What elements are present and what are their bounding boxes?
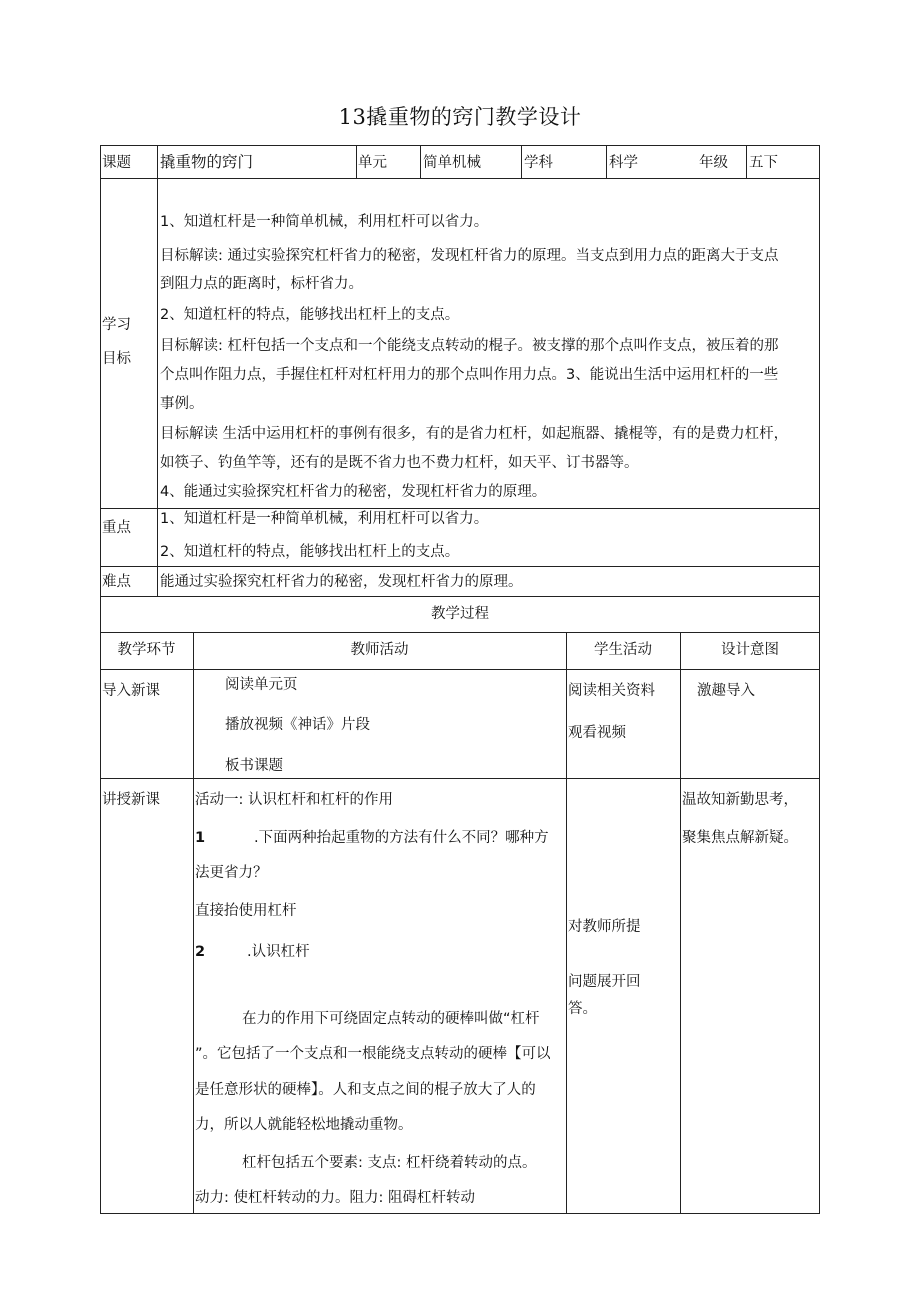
- col-divider: [157, 145, 158, 179]
- intro-teacher-line: 板书课题: [225, 758, 283, 774]
- question-1-text-cont: 法更省力？: [195, 865, 268, 881]
- lever-definition-line: 在力的作用下可绕固定点转动的硬棒叫做“杠杆: [242, 1011, 540, 1027]
- row-divider: [100, 508, 820, 509]
- col-divider: [157, 178, 158, 597]
- intro-intent: 激趣导入: [697, 683, 755, 699]
- keti-value: 撬重物的窍门: [160, 153, 254, 171]
- intro-student-line: 观看视频: [568, 725, 626, 741]
- unit-label: 单元: [358, 155, 387, 171]
- objectives-label-2: 目标: [102, 351, 131, 367]
- question-1-answer: 直接抬使用杠杆: [195, 903, 297, 919]
- lever-definition-line: 力，所以人就能轻松地撬动重物。: [195, 1117, 413, 1133]
- objective-line: 目标解读: 杠杆包括一个支点和一个能绕支点转动的棍子。被支撑的那个点叫作支点，被压着的那: [160, 338, 779, 354]
- objective-line: 个点叫作阻力点，手握住杠杆对杠杆用力的那个点叫作用力点。3、能说出生活中运用杠杆的一些: [160, 367, 779, 383]
- lesson-student-line: 问题展开回: [568, 974, 641, 990]
- column-header-stage: 教学环节: [117, 642, 176, 658]
- process-heading: 教学过程: [431, 606, 489, 622]
- col-divider: [193, 632, 194, 1214]
- col-divider: [746, 145, 747, 179]
- objectives-label-1: 学习: [102, 317, 131, 333]
- column-header-intent: 设计意图: [721, 642, 779, 658]
- row-divider: [100, 632, 820, 633]
- column-header-student: 学生活动: [594, 642, 652, 658]
- objective-line: 目标解读: 通过实验探究杠杆省力的秘密，发现杠杆省力的原理。当支点到用力点的距离大于支点: [160, 248, 779, 264]
- row-divider: [100, 596, 820, 597]
- keti-label: 课题: [102, 155, 131, 171]
- lever-definition-line: 是任意形状的硬棒】。人和支点之间的棍子放大了人的: [195, 1082, 536, 1098]
- col-divider: [606, 145, 607, 179]
- lesson-teacher-heading: 活动一: 认识杠杆和杠杆的作用: [195, 792, 393, 808]
- objective-line: 1、知道杠杆是一种简单机械，利用杠杆可以省力。: [160, 214, 489, 230]
- objective-line: 2、知道杠杆的特点，能够找出杠杆上的支点。: [160, 307, 460, 323]
- col-divider: [521, 145, 522, 179]
- col-divider: [566, 632, 567, 1214]
- key-point-line: 1、知道杠杆是一种简单机械，利用杠杆可以省力。: [160, 511, 489, 527]
- document-title: 13撬重物的窍门教学设计: [338, 105, 582, 129]
- question-1-text: .下面两种抬起重物的方法有什么不同？哪种方: [254, 830, 549, 846]
- row-divider: [100, 566, 820, 567]
- lever-definition-line: ”。它包括了一个支点和一根能绕支点转动的硬棒【可以: [195, 1046, 551, 1062]
- subject-label: 学科: [524, 155, 553, 171]
- question-2-text: .认识杠杆: [247, 944, 310, 960]
- row-divider: [100, 778, 820, 779]
- intro-stage: 导入新课: [102, 683, 160, 699]
- lesson-student-line: 答。: [568, 1001, 597, 1017]
- difficulty-text: 能通过实验探究杠杆省力的秘密，发现杠杆省力的原理。: [160, 574, 523, 590]
- lesson-intent-line: 温故知新勤思考，: [682, 792, 798, 808]
- grade-label: 年级: [699, 155, 728, 171]
- row-divider: [100, 178, 820, 179]
- objective-line: 如筷子、钓鱼竿等，还有的是既不省力也不费力杠杆，如天平、订书器等。: [160, 455, 639, 471]
- intro-teacher-line: 播放视频《神话》片段: [225, 717, 370, 733]
- intro-teacher-line: 阅读单元页: [225, 677, 298, 693]
- intro-student-line: 阅读相关资料: [568, 683, 655, 699]
- unit-value: 简单机械: [423, 155, 481, 171]
- lesson-intent-line: 聚集焦点解新疑。: [682, 830, 798, 846]
- key-points-label: 重点: [102, 520, 131, 536]
- question-1-number: 1: [195, 830, 206, 846]
- col-divider: [680, 632, 681, 1214]
- column-header-teacher: 教师活动: [350, 642, 409, 658]
- row-divider: [100, 669, 820, 670]
- col-divider: [356, 145, 357, 179]
- objective-line: 到阻力点的距离时，标杆省力。: [160, 276, 363, 292]
- key-point-line: 2、知道杠杆的特点，能够找出杠杆上的支点。: [160, 544, 460, 560]
- lever-elements-line: 杠杆包括五个要素: 支点: 杠杆绕着转动的点。: [242, 1155, 537, 1171]
- objective-line: 目标解读 生活中运用杠杆的事例有很多，有的是省力杠杆，如起瓶器、撬棍等，有的是费力杠杆，: [160, 426, 789, 442]
- lever-elements-line: 动力: 使杠杆转动的力。阻力: 阻碍杠杆转动: [195, 1190, 475, 1206]
- grade-value: 五下: [749, 155, 778, 171]
- difficulty-label: 难点: [102, 574, 131, 590]
- col-divider: [420, 145, 421, 179]
- lesson-stage: 讲授新课: [102, 792, 160, 808]
- lesson-student-line: 对教师所提: [568, 919, 641, 935]
- subject-value: 科学: [609, 155, 638, 171]
- objective-line: 事例。: [160, 396, 204, 412]
- objective-line: 4、能通过实验探究杠杆省力的秘密，发现杠杆省力的原理。: [160, 484, 547, 500]
- question-2-number: 2: [195, 944, 206, 960]
